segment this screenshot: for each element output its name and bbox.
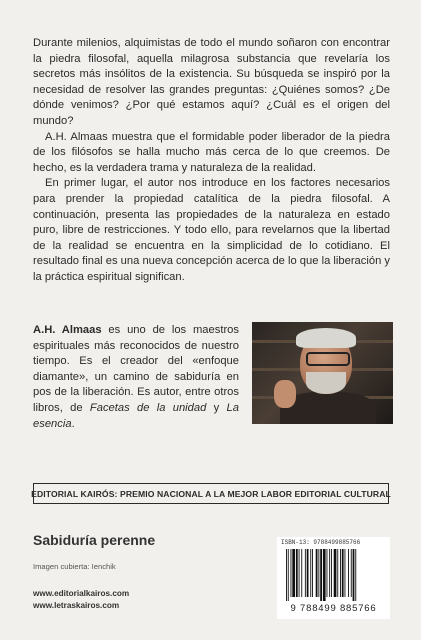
book-title-facetas: Facetas de la unidad (89, 401, 207, 414)
author-bio-end: . (71, 417, 75, 430)
blurb-paragraph-1: Durante milenios, alquimistas de todo el mundo soñaron con encontrar la piedra filosofal, aquella milagrosa substancia que revelaría los secretos más insólitos de la existencia. Su búsqueda se inspiró por la necesidad de resolver las grandes preguntas: ¿Quiénes somos? ¿De dónde venimos? ¿Por qué estamos aquí? ¿Cuál es el origen del mundo? (33, 37, 390, 127)
barcode-bars (286, 549, 381, 601)
ean-number: 9 788499 885766 (290, 603, 377, 614)
publisher-url-1: www.editorialkairos.com (33, 589, 130, 598)
blurb-paragraph-2: A.H. Almaas muestra que el formidable poder liberador de la piedra de los filósofos se halla mucho más cerca de lo que creemos. De hecho, es la verdadera trama y naturaleza de la realidad. (33, 130, 390, 174)
author-bio-text: es uno de los maestros espirituales más reconocidos de nuestro tiempo. Es el creador del «enfoque diamante», un camino de sabiduría en pos de la liberación. Es autor, entre otros libros, de (33, 324, 239, 414)
author-bio-join: y (206, 401, 227, 414)
isbn-label: ISBN-13: 9788499885766 (281, 539, 361, 546)
author-bio (33, 323, 239, 432)
author-name: A.H. Almaas (33, 324, 102, 336)
publisher-url-2: www.letraskairos.com (33, 601, 120, 610)
blurb-paragraph-3: En primer lugar, el autor nos introduce en los factores necesarios para prender la propiedad catalítica de la piedra filosofal. A continuación, presenta las propiedades de la naturaleza en estado puro, libre de restricciones. Y todo ello, para revelarnos que la libertad de la realidad se encuentra en la simplicidad de lo cotidiano. El resultado final es una nueva concepción acerca de lo que la liberación y la práctica espiritual significan. (33, 177, 390, 283)
book-title-esencia: La esencia (33, 401, 239, 430)
author-photo (252, 322, 393, 424)
back-cover-blurb (33, 36, 390, 286)
collection-name: Sabiduría perenne (33, 532, 156, 548)
publisher-award-banner: EDITORIAL KAIRÓS: PREMIO NACIONAL A LA MEJOR LABOR EDITORIAL CULTURAL (33, 483, 389, 504)
barcode (277, 537, 390, 619)
cover-image-credit: Imagen cubierta: Ienchik (33, 562, 116, 571)
